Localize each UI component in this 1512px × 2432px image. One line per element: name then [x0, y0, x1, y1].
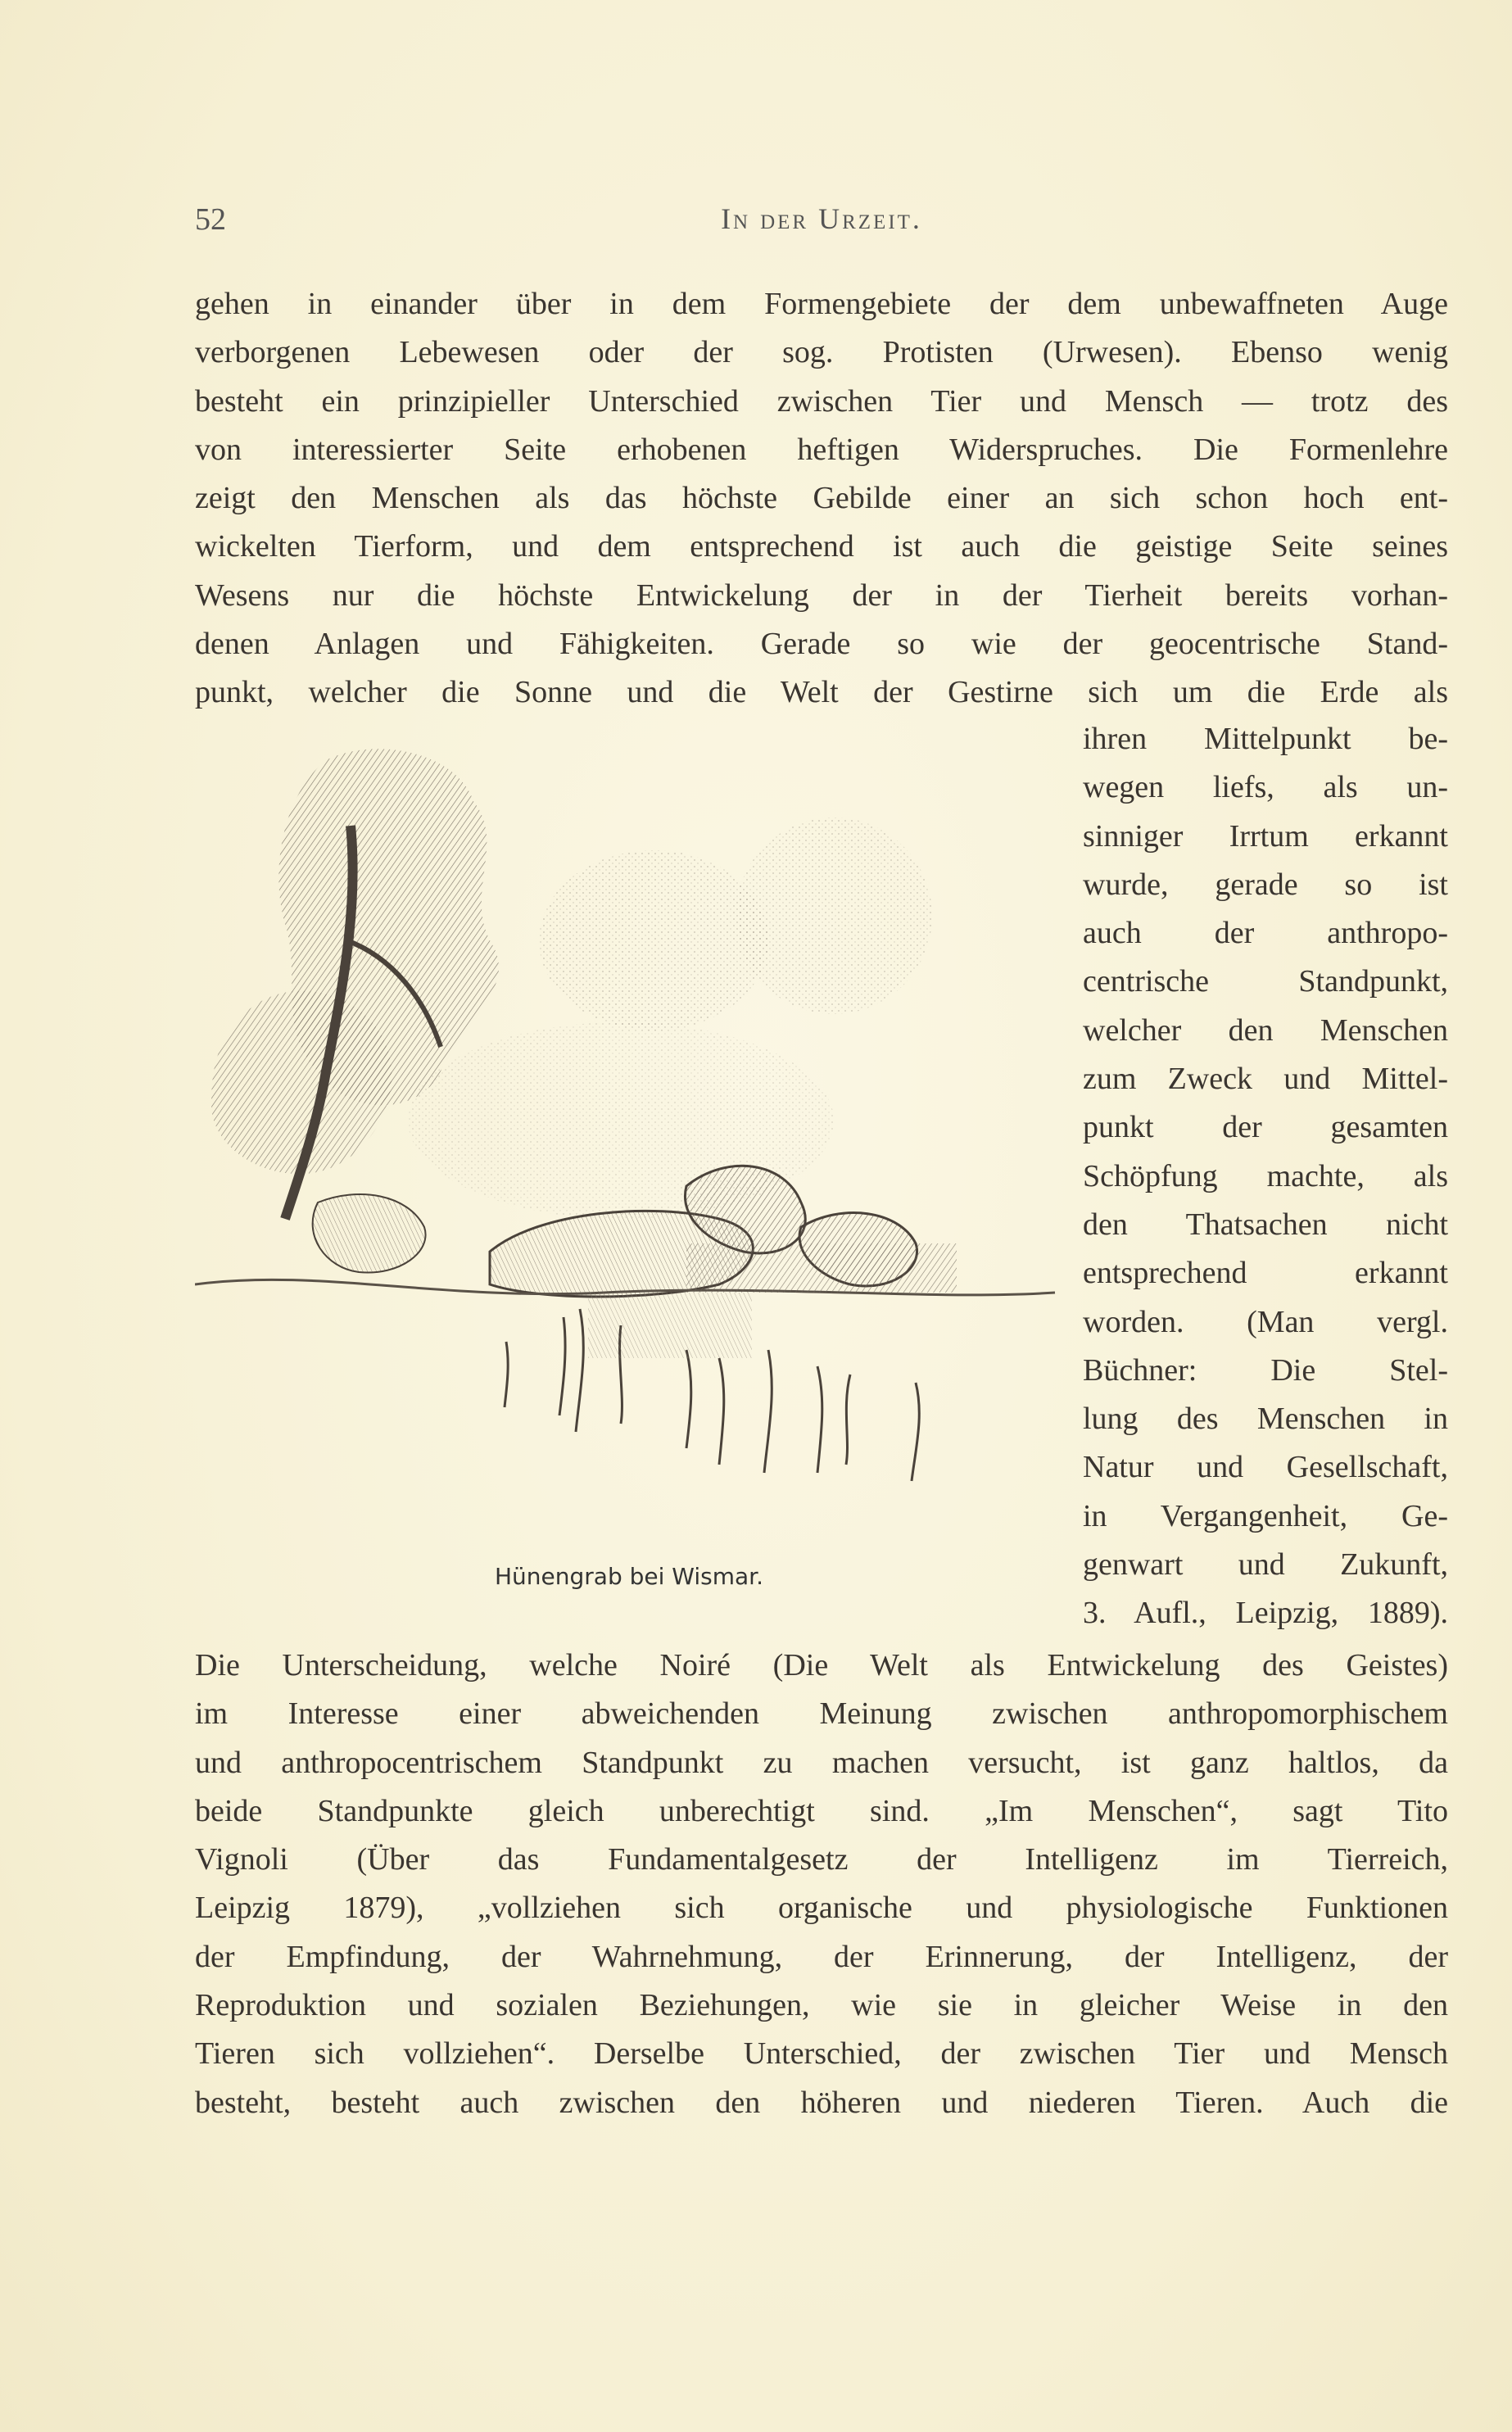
text-line: besteht ein prinzipieller Unterschied zwischen Tier und Mensch — trotz des	[195, 383, 1448, 419]
text-line: denen Anlagen und Fähigkeiten. Gerade so wie der geocentrische Stand-	[195, 627, 1448, 662]
text-line: Schöpfung machte, als	[1083, 1158, 1448, 1193]
figure-huenengrab	[195, 727, 1063, 1620]
text-line: Die Unterscheidung, welche Noiré (Die Welt als Entwickelung des Geistes)	[195, 1648, 1448, 1682]
wrap-column	[1083, 715, 1448, 1638]
text-line: Natur und Gesellschaft,	[1083, 1450, 1448, 1485]
text-line: Büchner: Die Stel-	[1083, 1352, 1448, 1388]
text-line: welcher den Menschen	[1083, 1012, 1448, 1048]
running-title: In der Urzeit.	[721, 202, 922, 235]
page-number: 52	[195, 202, 226, 237]
text-line: entsprechend erkannt	[1083, 1256, 1448, 1291]
text-line: besteht, besteht auch zwischen den höheren und niederen Tieren. Auch die	[195, 2085, 1448, 2120]
text-line: auch der anthropo-	[1083, 916, 1448, 951]
text-line: den Thatsachen nicht	[1083, 1207, 1448, 1242]
text-line: gehen in einander über in dem Formengebiete der dem unbewaffneten Auge	[195, 287, 1448, 321]
text-line: centrische Standpunkt,	[1083, 964, 1448, 999]
text-line: und anthropocentrischem Standpunkt zu machen versucht, ist ganz haltlos, da	[195, 1745, 1448, 1780]
text-line: worden. (Man vergl.	[1083, 1304, 1448, 1339]
text-line: im Interesse einer abweichenden Meinung zwischen anthropomorphischem	[195, 1696, 1448, 1732]
text-line: wurde, gerade so ist	[1083, 867, 1448, 902]
text-line: ihren Mittelpunkt be-	[1083, 722, 1448, 756]
text-line: in Vergangenheit, Ge-	[1083, 1498, 1448, 1533]
text-line: sinniger Irrtum erkannt	[1083, 818, 1448, 854]
text-line: punkt der gesamten	[1083, 1110, 1448, 1145]
text-line: Reproduktion und sozialen Beziehungen, wie sie in gleicher Weise in den	[195, 1988, 1448, 2023]
text-line: wegen liefs, als un-	[1083, 770, 1448, 805]
text-line: Leipzig 1879), „vollziehen sich organische und physiologische Funktionen	[195, 1891, 1448, 1926]
page-header	[195, 202, 1448, 242]
text-line: genwart und Zukunft,	[1083, 1547, 1448, 1583]
text-line: Wesens nur die höchste Entwickelung der in der Tierheit bereits vorhan-	[195, 577, 1448, 613]
text-line: lung des Menschen in	[1083, 1402, 1448, 1437]
text-line: Vignoli (Über das Fundamentalgesetz der Intelligenz im Tierreich,	[195, 1842, 1448, 1877]
text-line: der Empfindung, der Wahrnehmung, der Erinnerung, der Intelligenz, der	[195, 1939, 1448, 1974]
text-line: Tieren sich vollziehen“. Derselbe Unterschied, der zwischen Tier und Mensch	[195, 2036, 1448, 2072]
text-line: wickelten Tierform, und dem entsprechend ist auch die geistige Seite seines	[195, 529, 1448, 564]
text-line: 3. Aufl., Leipzig, 1889).	[1083, 1596, 1448, 1631]
figure-caption: Hünengrab bei Wismar.	[494, 1563, 764, 1590]
bottom-paragraph	[195, 1642, 1448, 2127]
text-line: verborgenen Lebewesen oder der sog. Protisten (Urwesen). Ebenso wenig	[195, 335, 1448, 370]
engraving-illustration	[195, 727, 1063, 1547]
text-line: zeigt den Menschen als das höchste Gebilde einer an sich schon hoch ent-	[195, 481, 1448, 516]
text-line: beide Standpunkte gleich unberechtigt sind. „Im Menschen“, sagt Tito	[195, 1793, 1448, 1828]
text-line: zum Zweck und Mittel-	[1083, 1062, 1448, 1097]
text-line: punkt, welcher die Sonne und die Welt der Gestirne sich um die Erde als	[195, 675, 1448, 710]
top-paragraph	[195, 280, 1448, 718]
text-line: von interessierter Seite erhobenen heftigen Widerspruches. Die Formenlehre	[195, 432, 1448, 467]
